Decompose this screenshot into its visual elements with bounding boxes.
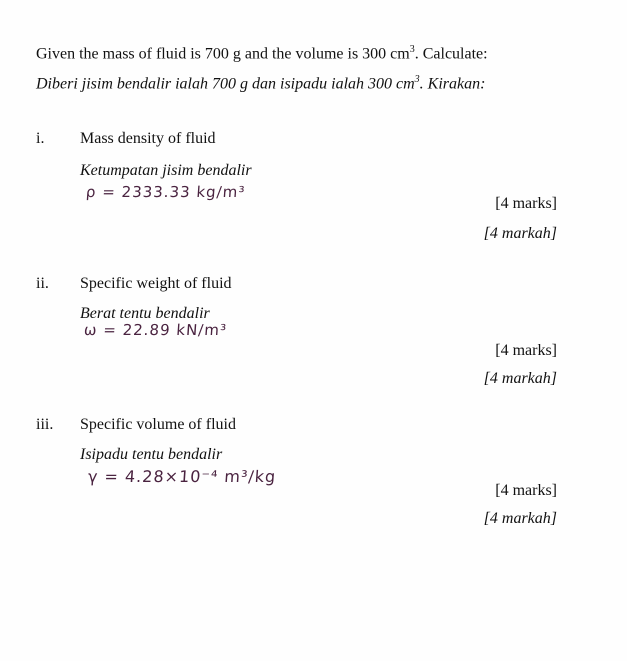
question-number: ii.: [36, 275, 49, 292]
question-malay: Berat tentu bendalir: [80, 305, 210, 322]
question-english: Specific weight of fluid: [80, 275, 232, 292]
question-malay: Isipadu tentu bendalir: [80, 446, 223, 463]
markah-label: [4 markah]: [483, 370, 557, 387]
question-number: i.: [36, 130, 45, 147]
marks-label: [4 marks]: [495, 342, 557, 359]
markah-label: [4 markah]: [483, 225, 557, 242]
question-malay: Ketumpatan jisim bendalir: [80, 162, 252, 179]
markah-label: [4 markah]: [483, 510, 557, 527]
handwritten-answer: ω = 22.89 kN/m³: [83, 321, 228, 339]
question-english: Mass density of fluid: [80, 130, 216, 147]
intro-malay: Diberi jisim bendalir ialah 700 g dan isipadu ialah 300 $cm^3$. Kirakan:: [36, 74, 486, 93]
marks-label: [4 marks]: [495, 195, 557, 212]
handwritten-answer: ρ = 2333.33 kg/m³: [85, 183, 246, 201]
question-english: Specific volume of fluid: [80, 416, 236, 433]
handwritten-answer: γ = 4.28×10⁻⁴ m³/kg: [87, 467, 277, 486]
marks-label: [4 marks]: [495, 482, 557, 499]
intro-english: Given the mass of fluid is 700 g and the volume is 300 $cm^3$. Calculate:: [36, 44, 488, 63]
question-number: iii.: [36, 416, 54, 433]
